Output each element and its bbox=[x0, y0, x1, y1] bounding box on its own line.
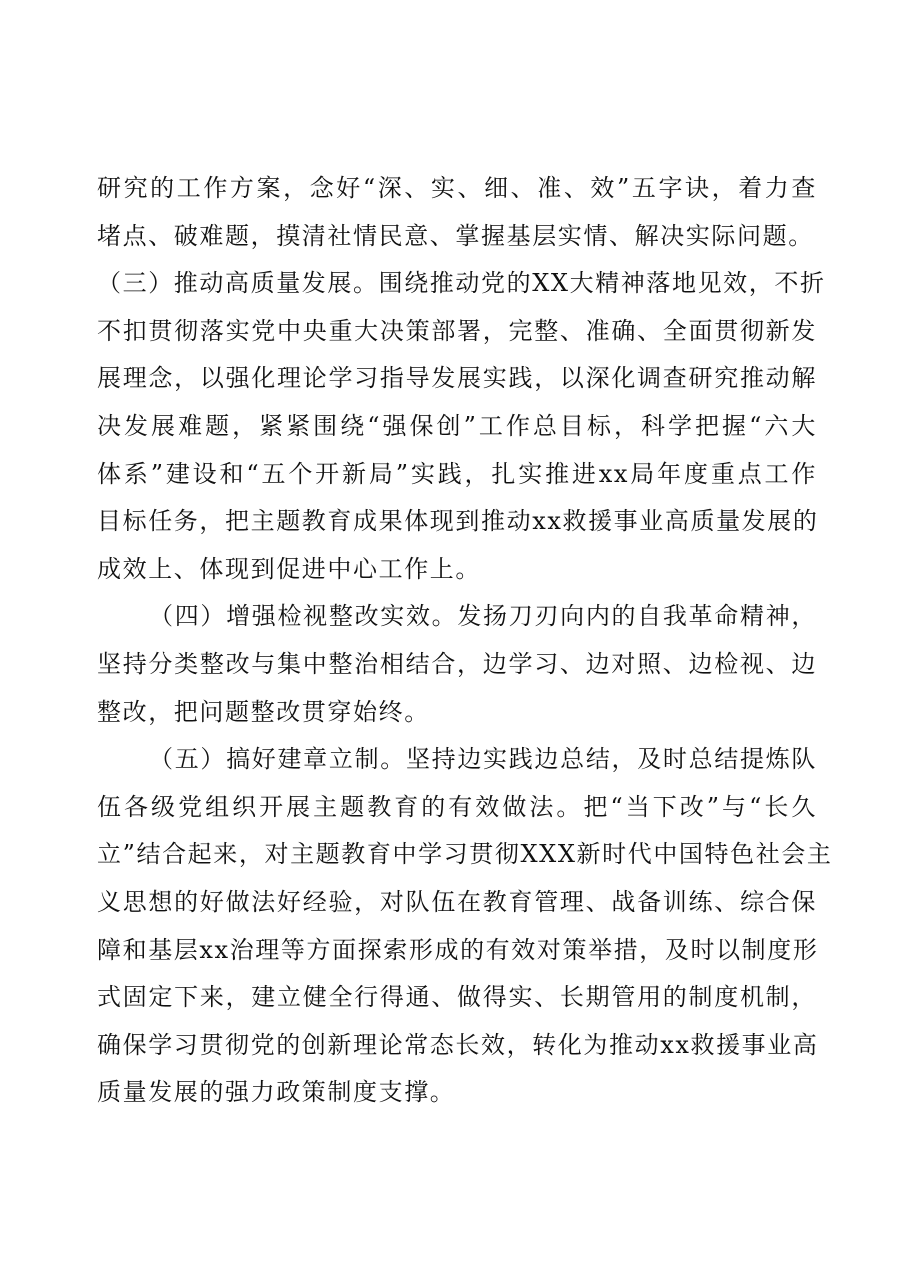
text-line: 决发展难题，紧紧围绕“强保创”工作总目标，科学把握“六大 bbox=[97, 411, 817, 440]
text-line: 成效上、体现到促进中心工作上。 bbox=[97, 554, 481, 583]
text-line: 立”结合起来，对主题教育中学习贯彻XXX新时代中国特色社会主 bbox=[97, 840, 833, 869]
text-line: 展理念，以强化理论学习指导发展实践，以深化调查研究推动解 bbox=[97, 364, 817, 393]
text-line: 坚持分类整改与集中整治相结合，边学习、边对照、边检视、边 bbox=[97, 649, 817, 678]
document-body bbox=[97, 165, 833, 1117]
text-line: 确保学习贯彻党的创新理论常态长效，转化为推动xx救援事业高 bbox=[97, 1030, 819, 1059]
text-line: 式固定下来，建立健全行得通、做得实、长期管用的制度机制， bbox=[97, 983, 817, 1012]
text-line: 研究的工作方案，念好“深、实、细、准、效”五字诀，着力查 bbox=[97, 174, 817, 202]
text-line: 不扣贯彻落实党中央重大决策部署，完整、准确、全面贯彻新发 bbox=[97, 316, 817, 345]
section-heading-line: （五）搞好建章立制。坚持边实践边总结，及时总结提炼队 bbox=[149, 745, 817, 774]
text-line: 障和基层xx治理等方面探索形成的有效对策举措，及时以制度形 bbox=[97, 935, 819, 964]
text-line: 体系”建设和“五个开新局”实践，扎实推进xx局年度重点工作 bbox=[97, 459, 817, 488]
section-heading-line: （三）推动高质量发展。围绕推动党的XX大精神落地见效，不折 bbox=[97, 269, 826, 298]
text-line: 堵点、破难题，摸清社情民意、掌握基层实情、解决实际问题。 bbox=[97, 221, 814, 250]
text-line: 整改，把问题整改贯穿始终。 bbox=[97, 697, 430, 726]
text-line: 质量发展的强力政策制度支撑。 bbox=[97, 1078, 456, 1107]
text-line: 义思想的好做法好经验，对队伍在教育管理、战备训练、综合保 bbox=[97, 887, 817, 916]
text-line: 目标任务，把主题教育成果体现到推动xx救援事业高质量发展的 bbox=[97, 507, 819, 536]
section-heading-line: （四）增强检视整改实效。发扬刀刃向内的自我革命精神， bbox=[149, 602, 817, 631]
text-line: 伍各级党组织开展主题教育的有效做法。把“当下改”与“长久 bbox=[97, 792, 817, 821]
